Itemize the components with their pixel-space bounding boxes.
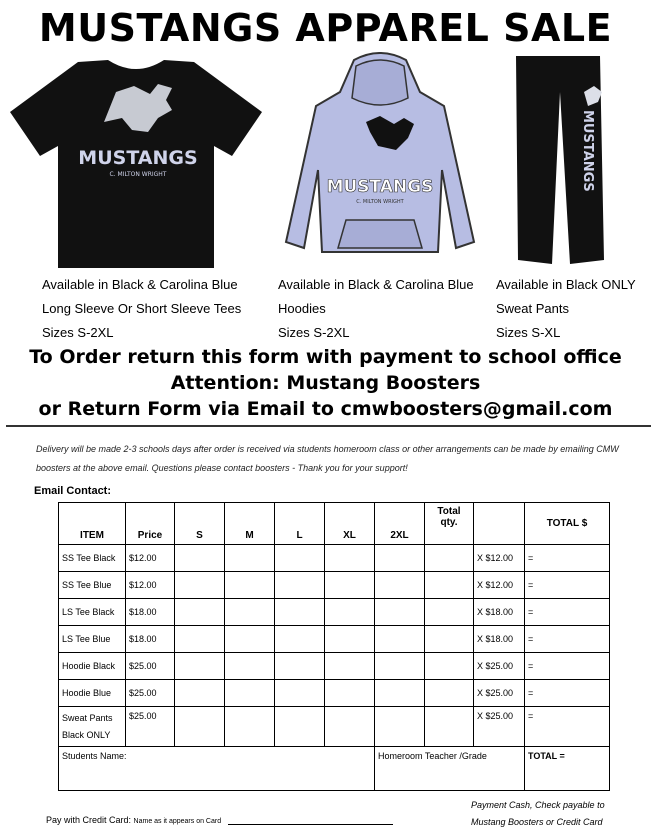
qty-cell[interactable] bbox=[325, 707, 375, 747]
row-item: LS Tee Black bbox=[59, 599, 126, 626]
row-item: SS Tee Blue bbox=[59, 572, 126, 599]
row-item: Sweat Pants Black ONLY bbox=[59, 707, 126, 747]
col-multiplier bbox=[474, 503, 525, 545]
order-table bbox=[58, 502, 610, 791]
tshirt-image bbox=[8, 56, 264, 272]
qty-cell[interactable] bbox=[275, 599, 325, 626]
col-total-qty: Total qty. bbox=[425, 503, 474, 545]
row-multiplier: X $12.00 bbox=[474, 545, 525, 572]
col-price: Price bbox=[126, 503, 175, 545]
table-row bbox=[59, 572, 610, 599]
order-instructions-2: Attention: Mustang Boosters bbox=[170, 372, 481, 394]
col-2xl: 2XL bbox=[375, 503, 425, 545]
table-row bbox=[59, 545, 610, 572]
student-name-field[interactable]: Students Name: bbox=[59, 747, 375, 791]
hoodie-logo: MUSTANGS bbox=[326, 177, 434, 197]
qty-cell[interactable] bbox=[275, 707, 325, 747]
qty-cell[interactable] bbox=[375, 680, 425, 707]
qty-cell[interactable] bbox=[175, 653, 225, 680]
tshirt-logo-sub: C. MILTON WRIGHT bbox=[109, 171, 167, 178]
qty-cell[interactable] bbox=[275, 680, 325, 707]
qty-cell[interactable] bbox=[275, 545, 325, 572]
qty-cell[interactable] bbox=[275, 626, 325, 653]
qty-cell[interactable] bbox=[375, 626, 425, 653]
divider bbox=[6, 425, 651, 427]
row-item: LS Tee Blue bbox=[59, 626, 126, 653]
col-l: L bbox=[275, 503, 325, 545]
tshirt-logo: MUSTANGS bbox=[78, 147, 198, 169]
grand-total[interactable]: TOTAL = bbox=[525, 747, 610, 791]
pants-sizes: Sizes S-XL bbox=[496, 325, 561, 340]
qty-cell[interactable] bbox=[175, 572, 225, 599]
row-price: $12.00 bbox=[126, 545, 175, 572]
row-total: = bbox=[525, 653, 610, 680]
pants-description bbox=[496, 273, 636, 345]
hoodie-colors: Available in Black & Carolina Blue bbox=[278, 277, 474, 292]
qty-cell[interactable] bbox=[425, 707, 474, 747]
email-contact-label: Email Contact: bbox=[34, 485, 112, 497]
hoodie-type: Hoodies bbox=[278, 301, 326, 316]
qty-cell[interactable] bbox=[425, 626, 474, 653]
row-total: = bbox=[525, 680, 610, 707]
credit-card-line bbox=[46, 815, 393, 825]
row-total: = bbox=[525, 545, 610, 572]
tshirt-type: Long Sleeve Or Short Sleeve Tees bbox=[42, 301, 242, 316]
tshirt-sizes: Sizes S-2XL bbox=[42, 325, 114, 340]
qty-cell[interactable] bbox=[325, 626, 375, 653]
pants-type: Sweat Pants bbox=[496, 301, 569, 316]
qty-cell[interactable] bbox=[325, 545, 375, 572]
row-item: Hoodie Black bbox=[59, 653, 126, 680]
table-row bbox=[59, 707, 610, 747]
table-row bbox=[59, 599, 610, 626]
col-m: M bbox=[225, 503, 275, 545]
qty-cell[interactable] bbox=[225, 680, 275, 707]
qty-cell[interactable] bbox=[375, 599, 425, 626]
row-total: = bbox=[525, 572, 610, 599]
qty-cell[interactable] bbox=[225, 707, 275, 747]
row-item: Hoodie Blue bbox=[59, 680, 126, 707]
qty-cell[interactable] bbox=[325, 572, 375, 599]
homeroom-field[interactable]: Homeroom Teacher /Grade bbox=[375, 747, 525, 791]
qty-cell[interactable] bbox=[325, 680, 375, 707]
qty-cell[interactable] bbox=[375, 572, 425, 599]
row-multiplier: X $25.00 bbox=[474, 707, 525, 747]
qty-cell[interactable] bbox=[325, 653, 375, 680]
qty-cell[interactable] bbox=[425, 545, 474, 572]
qty-cell[interactable] bbox=[175, 545, 225, 572]
row-total: = bbox=[525, 599, 610, 626]
qty-cell[interactable] bbox=[225, 572, 275, 599]
qty-cell[interactable] bbox=[375, 707, 425, 747]
qty-cell[interactable] bbox=[425, 653, 474, 680]
row-item: SS Tee Black bbox=[59, 545, 126, 572]
row-multiplier: X $25.00 bbox=[474, 680, 525, 707]
row-price: $25.00 bbox=[126, 653, 175, 680]
row-price: $25.00 bbox=[126, 680, 175, 707]
qty-cell[interactable] bbox=[175, 626, 225, 653]
qty-cell[interactable] bbox=[275, 653, 325, 680]
hoodie-sizes: Sizes S-2XL bbox=[278, 325, 350, 340]
pants-logo: MUSTANGS bbox=[580, 110, 595, 192]
row-price: $25.00 bbox=[126, 707, 175, 747]
row-multiplier: X $18.00 bbox=[474, 626, 525, 653]
tshirt-description bbox=[42, 273, 241, 345]
order-instructions-1: To Order return this form with payment to school office bbox=[29, 346, 622, 368]
qty-cell[interactable] bbox=[225, 626, 275, 653]
row-price: $12.00 bbox=[126, 572, 175, 599]
qty-cell[interactable] bbox=[425, 572, 474, 599]
table-row bbox=[59, 680, 610, 707]
row-price: $18.00 bbox=[126, 599, 175, 626]
credit-card-label: Pay with Credit Card: bbox=[46, 815, 132, 825]
hoodie-description bbox=[278, 273, 474, 345]
qty-cell[interactable] bbox=[375, 545, 425, 572]
qty-cell[interactable] bbox=[175, 680, 225, 707]
credit-card-sublabel: Name as it appears on Card bbox=[133, 818, 222, 825]
row-multiplier: X $25.00 bbox=[474, 653, 525, 680]
qty-cell[interactable] bbox=[225, 599, 275, 626]
order-instructions-3: or Return Form via Email to cmwboosters@gmail.com bbox=[38, 398, 613, 420]
payment-note-1: Payment Cash, Check payable to bbox=[471, 800, 605, 810]
qty-cell[interactable] bbox=[375, 653, 425, 680]
pants-colors: Available in Black ONLY bbox=[496, 277, 636, 292]
row-total: = bbox=[525, 707, 610, 747]
table-row bbox=[59, 626, 610, 653]
hoodie-image bbox=[284, 52, 476, 264]
qty-cell[interactable] bbox=[425, 680, 474, 707]
col-item: ITEM bbox=[59, 503, 126, 545]
qty-cell[interactable] bbox=[325, 599, 375, 626]
row-multiplier: X $18.00 bbox=[474, 599, 525, 626]
col-s: S bbox=[175, 503, 225, 545]
qty-cell[interactable] bbox=[175, 707, 225, 747]
table-row bbox=[59, 653, 610, 680]
row-multiplier: X $12.00 bbox=[474, 572, 525, 599]
qty-cell[interactable] bbox=[275, 572, 325, 599]
row-total: = bbox=[525, 626, 610, 653]
qty-cell[interactable] bbox=[225, 545, 275, 572]
delivery-note: Delivery will be made 2-3 schools days after order is received via students homeroom class or other arrangements can be made by emailing CMW boosters at the above email. Questions please contact boosters - Thank you for your support! bbox=[36, 444, 619, 473]
col-total: TOTAL $ bbox=[525, 503, 610, 545]
hoodie-logo-sub: C. MILTON WRIGHT bbox=[356, 199, 404, 205]
qty-cell[interactable] bbox=[225, 653, 275, 680]
tshirt-colors: Available in Black & Carolina Blue bbox=[42, 277, 238, 292]
sweatpants-image bbox=[508, 52, 608, 272]
payment-note bbox=[471, 797, 605, 831]
col-xl: XL bbox=[325, 503, 375, 545]
credit-card-name-field[interactable] bbox=[228, 824, 393, 825]
qty-cell[interactable] bbox=[425, 599, 474, 626]
qty-cell[interactable] bbox=[175, 599, 225, 626]
payment-note-2: Mustang Boosters or Credit Card bbox=[471, 817, 603, 827]
page-title: MUSTANGS APPAREL SALE bbox=[38, 6, 613, 50]
row-price: $18.00 bbox=[126, 626, 175, 653]
